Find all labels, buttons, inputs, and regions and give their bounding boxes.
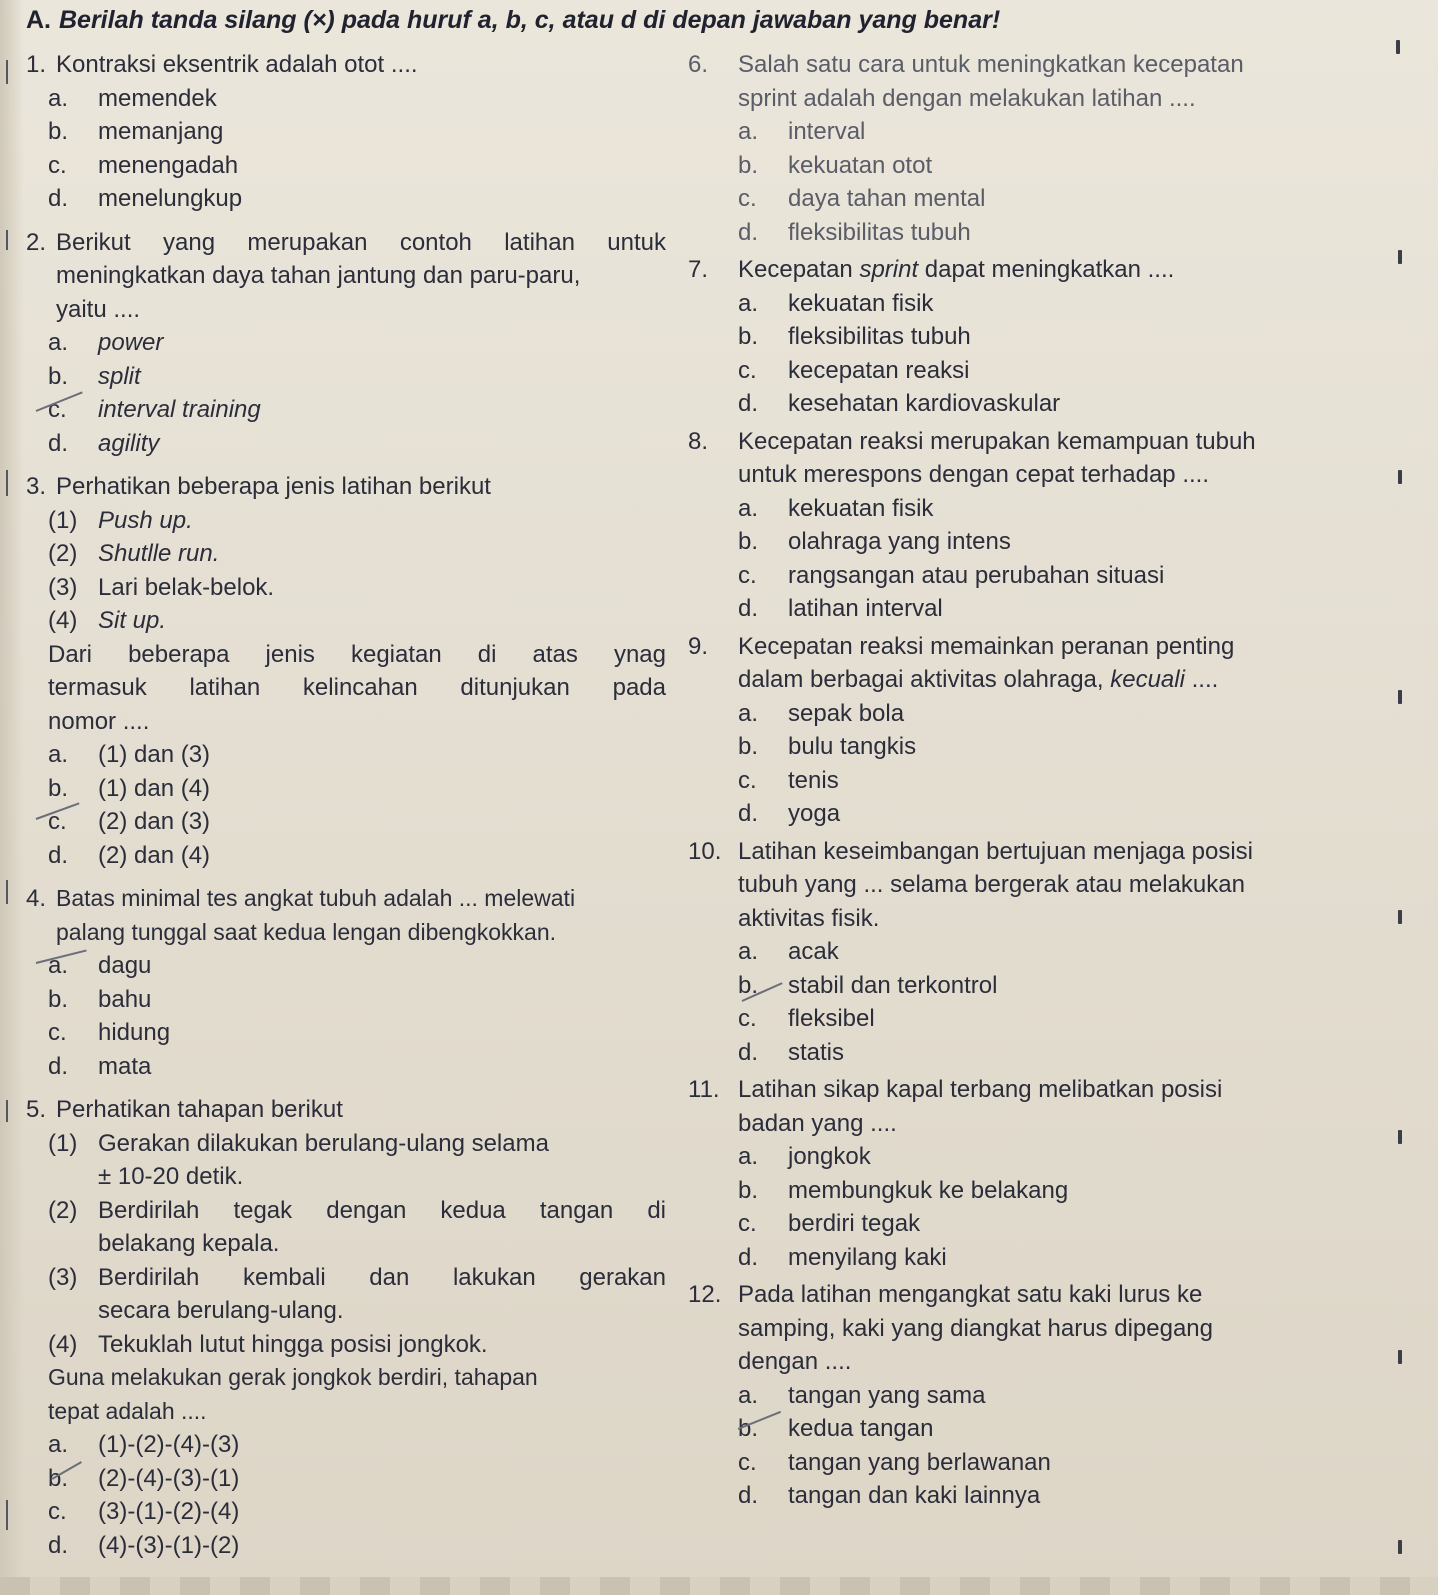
- question-text-part: dapat meningkatkan ....: [918, 256, 1175, 283]
- question-stem: [26, 48, 666, 82]
- option-a[interactable]: [688, 935, 1408, 969]
- option-text: memanjang: [98, 118, 224, 145]
- option-a[interactable]: [26, 738, 666, 772]
- question-line: sprint adalah dengan melakukan latihan ....: [738, 84, 1196, 112]
- option-letter: a.: [738, 1143, 759, 1170]
- question-line: yaitu ....: [56, 295, 141, 323]
- option-letter: b.: [48, 985, 69, 1013]
- question-follow: [26, 638, 666, 739]
- option-text: tangan yang sama: [788, 1381, 986, 1409]
- option-text: menengadah: [98, 151, 239, 179]
- question-line: badan yang ....: [738, 1109, 897, 1137]
- item-line: Berdirilah kembali dan lakukan gerakan: [98, 1263, 666, 1291]
- option-letter: c.: [738, 356, 757, 384]
- section-heading: [26, 6, 1000, 35]
- option-b[interactable]: [688, 149, 1408, 183]
- question-line: Kecepatan reaksi merupakan kemampuan tubuh: [738, 427, 1256, 455]
- question-text: [738, 1278, 1408, 1379]
- right-column: [688, 48, 1408, 1513]
- question-text-part: Kecepatan: [738, 256, 860, 283]
- option-c[interactable]: [26, 1495, 666, 1529]
- item-text: Shutlle run.: [98, 540, 220, 567]
- option-b[interactable]: [688, 969, 1408, 1003]
- question-number: 9.: [688, 632, 709, 660]
- option-letter: a.: [738, 938, 759, 965]
- option-text: menyilang kaki: [788, 1243, 947, 1271]
- item-line: Gerakan dilakukan berulang-ulang selama: [98, 1129, 549, 1157]
- option-d[interactable]: [26, 1529, 666, 1563]
- option-text: membungkuk ke belakang: [788, 1176, 1069, 1204]
- option-text: interval training: [98, 396, 261, 423]
- question-text: [738, 425, 1408, 492]
- option-text: interval: [788, 118, 866, 145]
- option-text: kekuatan fisik: [788, 289, 934, 317]
- question-text-part: dalam berbagai aktivitas olahraga,: [738, 666, 1111, 693]
- option-letter: c.: [48, 808, 67, 835]
- question-line: Latihan sikap kapal terbang melibatkan posisi: [738, 1076, 1223, 1103]
- question-line: Berikut yang merupakan contoh latihan untuk: [56, 228, 666, 256]
- question-number: 3.: [26, 473, 47, 500]
- option-text: kekuatan fisik: [788, 494, 934, 522]
- option-d[interactable]: [26, 427, 666, 461]
- question-5: [26, 1093, 666, 1562]
- list-item: [26, 504, 666, 538]
- binding-mark: [1398, 690, 1402, 704]
- option-text: split: [98, 362, 141, 390]
- question-7: [688, 253, 1408, 421]
- question-text: Perhatikan beberapa jenis latihan berikut: [56, 473, 491, 500]
- option-text: bulu tangkis: [788, 733, 917, 760]
- question-text: [738, 630, 1408, 697]
- item-line: secara berulang-ulang.: [98, 1297, 344, 1324]
- binding-mark: [1398, 910, 1402, 924]
- question-line: Batas minimal tes angkat tubuh adalah ... melewati: [56, 885, 576, 911]
- question-text: [738, 253, 1408, 287]
- question-11: [688, 1073, 1408, 1274]
- option-text: latihan interval: [788, 595, 943, 622]
- question-stem: [26, 1093, 666, 1127]
- option-letter: a.: [48, 952, 69, 979]
- option-letter: c.: [48, 396, 67, 423]
- question-number: 5.: [26, 1096, 47, 1123]
- option-letter: b.: [738, 1415, 759, 1442]
- option-letter: b.: [48, 362, 69, 390]
- binding-mark: [1398, 1130, 1402, 1144]
- option-a[interactable]: [26, 949, 666, 983]
- option-d[interactable]: [688, 216, 1408, 250]
- option-letter: d.: [48, 429, 69, 457]
- question-stem: [688, 835, 1408, 936]
- option-d[interactable]: [688, 1036, 1408, 1070]
- option-d[interactable]: [688, 1241, 1408, 1275]
- option-d[interactable]: [26, 839, 666, 873]
- option-letter: a.: [738, 699, 759, 727]
- option-letter: b.: [738, 733, 759, 760]
- option-d[interactable]: [26, 1050, 666, 1084]
- item-text: [98, 1261, 666, 1328]
- option-letter: d.: [738, 1243, 759, 1271]
- item-text: [98, 1127, 666, 1194]
- option-b[interactable]: [26, 983, 666, 1017]
- option-letter: a.: [48, 329, 69, 356]
- question-number: 11.: [688, 1076, 720, 1103]
- option-text: (3)-(1)-(2)-(4): [98, 1498, 240, 1525]
- question-line: Latihan keseimbangan bertujuan menjaga posisi: [738, 837, 1254, 865]
- option-a[interactable]: [688, 115, 1408, 149]
- question-follow: [26, 1361, 666, 1428]
- question-8: [688, 425, 1408, 626]
- option-text: fleksibel: [788, 1005, 875, 1032]
- question-10: [688, 835, 1408, 1070]
- question-stem: [688, 630, 1408, 697]
- question-line: samping, kaki yang diangkat harus dipegang: [738, 1314, 1213, 1342]
- option-text: (2) dan (4): [98, 841, 211, 869]
- option-text: hidung: [98, 1019, 171, 1046]
- option-text: dagu: [98, 952, 152, 979]
- option-text: berdiri tegak: [788, 1210, 921, 1237]
- item-number: (4): [48, 1330, 78, 1358]
- option-text: (1) dan (3): [98, 741, 211, 768]
- option-text: kedua tangan: [788, 1415, 934, 1442]
- option-b[interactable]: [688, 1174, 1408, 1208]
- option-a[interactable]: [26, 326, 666, 360]
- question-text-italic: sprint: [859, 256, 919, 283]
- option-letter: d.: [738, 1038, 759, 1066]
- option-text: tangan dan kaki lainnya: [788, 1482, 1041, 1509]
- binding-mark: [1398, 470, 1402, 484]
- question-line: aktivitas fisik.: [738, 904, 880, 932]
- option-b[interactable]: [688, 1412, 1408, 1446]
- option-letter: c.: [738, 1005, 757, 1032]
- question-line: untuk merespons dengan cepat terhadap ....: [738, 461, 1209, 488]
- question-number: 4.: [26, 885, 47, 912]
- item-text: [98, 1194, 666, 1261]
- option-letter: a.: [48, 1431, 69, 1458]
- option-text: (2) dan (3): [98, 808, 211, 835]
- option-letter: c.: [48, 1019, 67, 1046]
- option-letter: c.: [48, 1498, 67, 1525]
- question-line: meningkatkan daya tahan jantung dan paru-paru,: [56, 262, 581, 289]
- option-text: (1) dan (4): [98, 774, 211, 802]
- binding-mark: [1398, 1350, 1402, 1364]
- option-text: power: [98, 329, 164, 356]
- question-number: 7.: [688, 256, 709, 283]
- option-letter: a.: [738, 1381, 759, 1409]
- option-letter: a.: [738, 494, 759, 522]
- item-text: Tekuklah lutut hingga posisi jongkok.: [98, 1330, 488, 1358]
- option-text: tenis: [788, 766, 839, 794]
- option-b[interactable]: [688, 525, 1408, 559]
- option-letter: d.: [738, 595, 759, 622]
- option-letter: a.: [738, 118, 759, 145]
- question-number: 6.: [688, 51, 709, 78]
- option-text: olahraga yang intens: [788, 528, 1011, 555]
- option-text: kecepatan reaksi: [788, 356, 970, 384]
- option-letter: a.: [48, 741, 69, 768]
- item-number: (2): [48, 1196, 78, 1224]
- option-text: yoga: [788, 800, 841, 827]
- option-b[interactable]: [688, 730, 1408, 764]
- list-item: [26, 1194, 666, 1261]
- page-bottom-edge: [0, 1577, 1438, 1595]
- question-line: [738, 663, 1408, 697]
- question-line: palang tunggal saat kedua lengan dibengkokkan.: [56, 918, 557, 945]
- question-line: Pada latihan mengangkat satu kaki lurus ke: [738, 1281, 1203, 1308]
- option-letter: d.: [738, 1482, 759, 1509]
- item-number: (2): [48, 540, 78, 567]
- option-letter: c.: [738, 561, 757, 589]
- left-column: [26, 48, 666, 1562]
- option-d[interactable]: [688, 592, 1408, 626]
- option-b[interactable]: [26, 360, 666, 394]
- list-item: [26, 1328, 666, 1362]
- question-text-italic: kecuali: [1110, 666, 1185, 693]
- option-text: acak: [788, 938, 839, 965]
- question-text: Perhatikan tahapan berikut: [56, 1096, 343, 1123]
- question-text: [738, 48, 1408, 115]
- item-number: (3): [48, 573, 78, 601]
- list-item: [26, 537, 666, 571]
- margin-line: [6, 1100, 8, 1122]
- option-c[interactable]: [688, 1207, 1408, 1241]
- question-line: termasuk latihan kelincahan ditunjukan pada: [48, 674, 666, 701]
- section-instruction: Berilah tanda silang (×) pada huruf a, b, c, atau d di depan jawaban yang benar!: [59, 6, 1001, 34]
- question-line: Salah satu cara untuk meningkatkan kecepatan: [738, 51, 1244, 78]
- option-text: kesehatan kardiovaskular: [788, 390, 1061, 417]
- option-c[interactable]: [26, 1016, 666, 1050]
- option-c[interactable]: [26, 805, 666, 839]
- option-c[interactable]: [688, 559, 1408, 593]
- question-stem: [26, 882, 666, 949]
- option-text: tangan yang berlawanan: [788, 1448, 1051, 1476]
- question-3: [26, 470, 666, 872]
- question-follow-text: [48, 638, 666, 739]
- item-text: Push up.: [98, 506, 193, 534]
- option-text: rangsangan atau perubahan situasi: [788, 561, 1165, 589]
- option-text: jongkok: [788, 1143, 871, 1170]
- option-c[interactable]: [688, 764, 1408, 798]
- option-b[interactable]: [26, 115, 666, 149]
- option-letter: c.: [738, 766, 757, 794]
- option-text: fleksibilitas tubuh: [788, 218, 971, 246]
- item-number: (1): [48, 506, 78, 534]
- item-text: Lari belak-belok.: [98, 573, 275, 601]
- option-letter: c.: [738, 1448, 757, 1476]
- question-2: [26, 226, 666, 461]
- item-number: (1): [48, 1129, 78, 1157]
- option-a[interactable]: [688, 697, 1408, 731]
- option-letter: d.: [738, 218, 759, 246]
- item-line: belakang kepala.: [98, 1230, 280, 1257]
- option-letter: b.: [738, 323, 759, 350]
- option-letter: c.: [738, 1210, 757, 1237]
- binding-shadow: [0, 0, 24, 1595]
- option-letter: b.: [738, 1176, 759, 1204]
- option-d[interactable]: [26, 182, 666, 216]
- option-letter: d.: [48, 841, 69, 869]
- option-b[interactable]: [26, 1462, 666, 1496]
- option-c[interactable]: [688, 182, 1408, 216]
- option-c[interactable]: [688, 354, 1408, 388]
- option-text: (2)-(4)-(3)-(1): [98, 1464, 240, 1492]
- item-text: Sit up.: [98, 607, 167, 634]
- option-letter: b.: [738, 528, 759, 555]
- question-stem: [688, 1073, 1408, 1140]
- option-letter: b.: [48, 774, 69, 802]
- section-letter: A.: [26, 6, 51, 34]
- list-item: [26, 604, 666, 638]
- option-a[interactable]: [688, 1379, 1408, 1413]
- option-a[interactable]: [688, 492, 1408, 526]
- margin-line: [6, 230, 8, 250]
- option-letter: b.: [738, 151, 759, 179]
- margin-line: [6, 60, 8, 84]
- question-stem: [688, 425, 1408, 492]
- option-letter: d.: [48, 1052, 69, 1080]
- question-1: [26, 48, 666, 216]
- option-text: mata: [98, 1052, 152, 1080]
- option-c[interactable]: [26, 393, 666, 427]
- option-text: stabil dan terkontrol: [788, 971, 998, 999]
- option-c[interactable]: [26, 149, 666, 183]
- option-text: agility: [98, 429, 160, 457]
- option-c[interactable]: [688, 1446, 1408, 1480]
- option-text: sepak bola: [788, 699, 905, 727]
- question-stem: [688, 253, 1408, 287]
- option-letter: c.: [48, 151, 67, 179]
- margin-line: [6, 470, 8, 496]
- option-b[interactable]: [26, 772, 666, 806]
- binding-mark: [1398, 250, 1402, 264]
- option-letter: b.: [48, 118, 69, 145]
- question-stem: [688, 1278, 1408, 1379]
- question-line: tepat adalah ....: [48, 1397, 207, 1424]
- question-line: Guna melakukan gerak jongkok berdiri, tahapan: [48, 1364, 538, 1390]
- option-a[interactable]: [26, 1428, 666, 1462]
- option-b[interactable]: [688, 320, 1408, 354]
- list-item: [26, 1261, 666, 1328]
- option-a[interactable]: [688, 287, 1408, 321]
- option-text: kekuatan otot: [788, 151, 933, 179]
- option-letter: d.: [738, 800, 759, 827]
- option-d[interactable]: [688, 1479, 1408, 1513]
- option-letter: b.: [738, 971, 759, 999]
- question-6: [688, 48, 1408, 249]
- question-stem: [26, 226, 666, 327]
- question-stem: [688, 48, 1408, 115]
- question-text: [56, 882, 666, 949]
- option-letter: a.: [48, 84, 69, 112]
- item-number: (3): [48, 1263, 78, 1291]
- option-a[interactable]: [26, 82, 666, 116]
- margin-line: [6, 880, 8, 904]
- question-line: Dari beberapa jenis kegiatan di atas ynag: [48, 640, 666, 668]
- question-text: [738, 835, 1408, 936]
- question-stem: [26, 470, 666, 504]
- option-letter: d.: [48, 185, 69, 212]
- item-line: Berdirilah tegak dengan kedua tangan di: [98, 1196, 666, 1224]
- option-text: (1)-(2)-(4)-(3): [98, 1431, 240, 1458]
- question-text: Kontraksi eksentrik adalah otot ....: [56, 51, 418, 78]
- question-line: nomor ....: [48, 707, 150, 735]
- option-letter: a.: [738, 289, 759, 317]
- question-number: 8.: [688, 427, 709, 455]
- option-text: menelungkup: [98, 185, 243, 212]
- list-item: [26, 571, 666, 605]
- question-number: 1.: [26, 51, 47, 78]
- binding-mark: [1396, 40, 1400, 54]
- binding-mark: [1398, 1540, 1402, 1554]
- question-text-part: ....: [1184, 666, 1219, 693]
- margin-line: [6, 1500, 8, 1530]
- option-letter: d.: [738, 390, 759, 417]
- option-a[interactable]: [688, 1140, 1408, 1174]
- option-text: bahu: [98, 985, 152, 1013]
- option-letter: c.: [738, 185, 757, 212]
- item-number: (4): [48, 607, 78, 634]
- option-c[interactable]: [688, 1002, 1408, 1036]
- question-9: [688, 630, 1408, 831]
- option-text: statis: [788, 1038, 845, 1066]
- item-line: ± 10-20 detik.: [98, 1163, 244, 1190]
- question-line: tubuh yang ... selama bergerak atau melakukan: [738, 871, 1245, 898]
- question-text: [738, 1073, 1408, 1140]
- list-item: [26, 1127, 666, 1194]
- question-line: dengan ....: [738, 1348, 852, 1375]
- question-4: [26, 882, 666, 1083]
- question-number: 10.: [688, 837, 722, 865]
- option-text: memendek: [98, 84, 217, 112]
- option-text: fleksibilitas tubuh: [788, 323, 971, 350]
- question-text: [56, 226, 666, 327]
- option-text: daya tahan mental: [788, 185, 986, 212]
- option-letter: b.: [48, 1464, 69, 1492]
- question-line: Kecepatan reaksi memainkan peranan penting: [738, 632, 1235, 660]
- option-letter: d.: [48, 1531, 69, 1559]
- question-number: 12.: [688, 1281, 722, 1308]
- option-text: (4)-(3)-(1)-(2): [98, 1531, 240, 1559]
- question-number: 2.: [26, 228, 47, 256]
- option-d[interactable]: [688, 797, 1408, 831]
- question-12: [688, 1278, 1408, 1513]
- option-d[interactable]: [688, 387, 1408, 421]
